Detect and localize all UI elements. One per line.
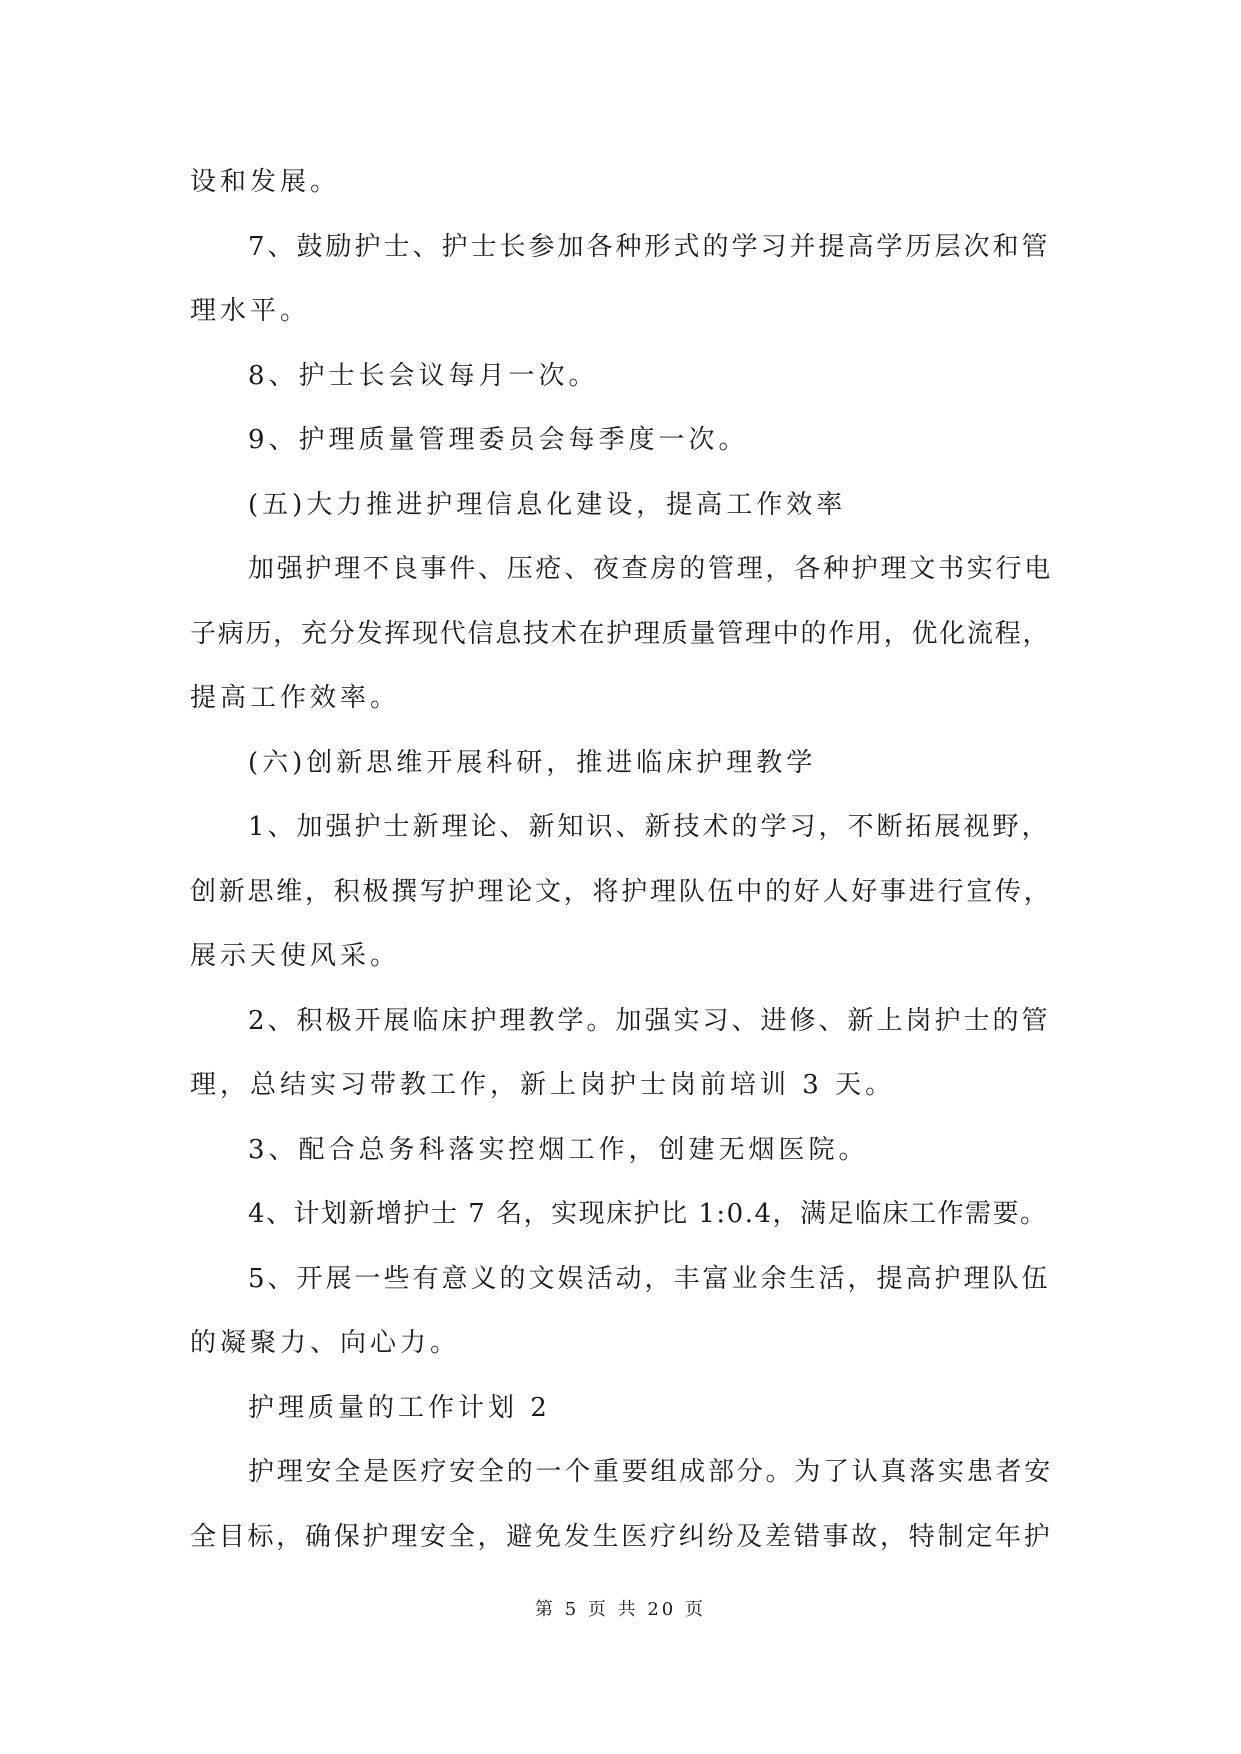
paragraph-line: 设和发展。 — [190, 167, 341, 197]
paragraph-line: 提高工作效率。 — [190, 683, 401, 713]
paragraph-line: 的凝聚力、向心力。 — [190, 1328, 461, 1358]
paragraph-line: 3、配合总务科落实控烟工作，创建无烟医院。 — [248, 1134, 869, 1165]
paragraph-line: 5、开展一些有意义的文娱活动，丰富业余生活，提高护理队伍 — [248, 1263, 1051, 1294]
paragraph-line: 理水平。 — [190, 296, 311, 326]
paragraph-line: 1、加强护士新理论、新知识、新技术的学习，不断拓展视野， — [248, 812, 1051, 842]
paragraph-line: (六)创新思维开展科研，推进临床护理教学 — [248, 747, 817, 778]
paragraph-line: 4、计划新增护士 7 名，实现床护比 1:0.4，满足临床工作需要。 — [248, 1199, 1048, 1229]
paragraph-line: 9、护理质量管理委员会每季度一次。 — [248, 425, 749, 455]
paragraph-line: 加强护理不良事件、压疮、夜查房的管理，各种护理文书实行电 — [248, 554, 1054, 584]
paragraph-line: 8、护士长会议每月一次。 — [248, 360, 599, 391]
page-footer: 第 5 页 共 20 页 — [535, 1599, 706, 1620]
paragraph-line: 7、鼓励护士、护士长参加各种形式的学习并提高学历层次和管 — [248, 231, 1051, 262]
paragraph-line: (五)大力推进护理信息化建设，提高工作效率 — [248, 489, 847, 520]
paragraph-line: 2、积极开展临床护理教学。加强实习、进修、新上岗护士的管 — [248, 1005, 1051, 1036]
paragraph-line: 展示天使风采。 — [190, 941, 401, 971]
paragraph-line: 创新思维，积极撰写护理论文，将护理队伍中的好人好事进行宣传， — [190, 876, 1053, 907]
paragraph-line: 理，总结实习带教工作，新上岗护士岗前培训 3 天。 — [190, 1070, 896, 1100]
paragraph-line: 护理质量的工作计划 2 — [248, 1392, 551, 1423]
paragraph-line: 全目标，确保护理安全，避免发生医疗纠纷及差错事故，特制定年护 — [190, 1521, 1053, 1552]
document-body — [190, 150, 1055, 1569]
paragraph-line: 护理安全是医疗安全的一个重要组成部分。为了认真落实患者安 — [248, 1457, 1054, 1487]
paragraph-line: 子病历，充分发挥现代信息技术在护理质量管理中的作用，优化流程， — [190, 618, 1051, 649]
